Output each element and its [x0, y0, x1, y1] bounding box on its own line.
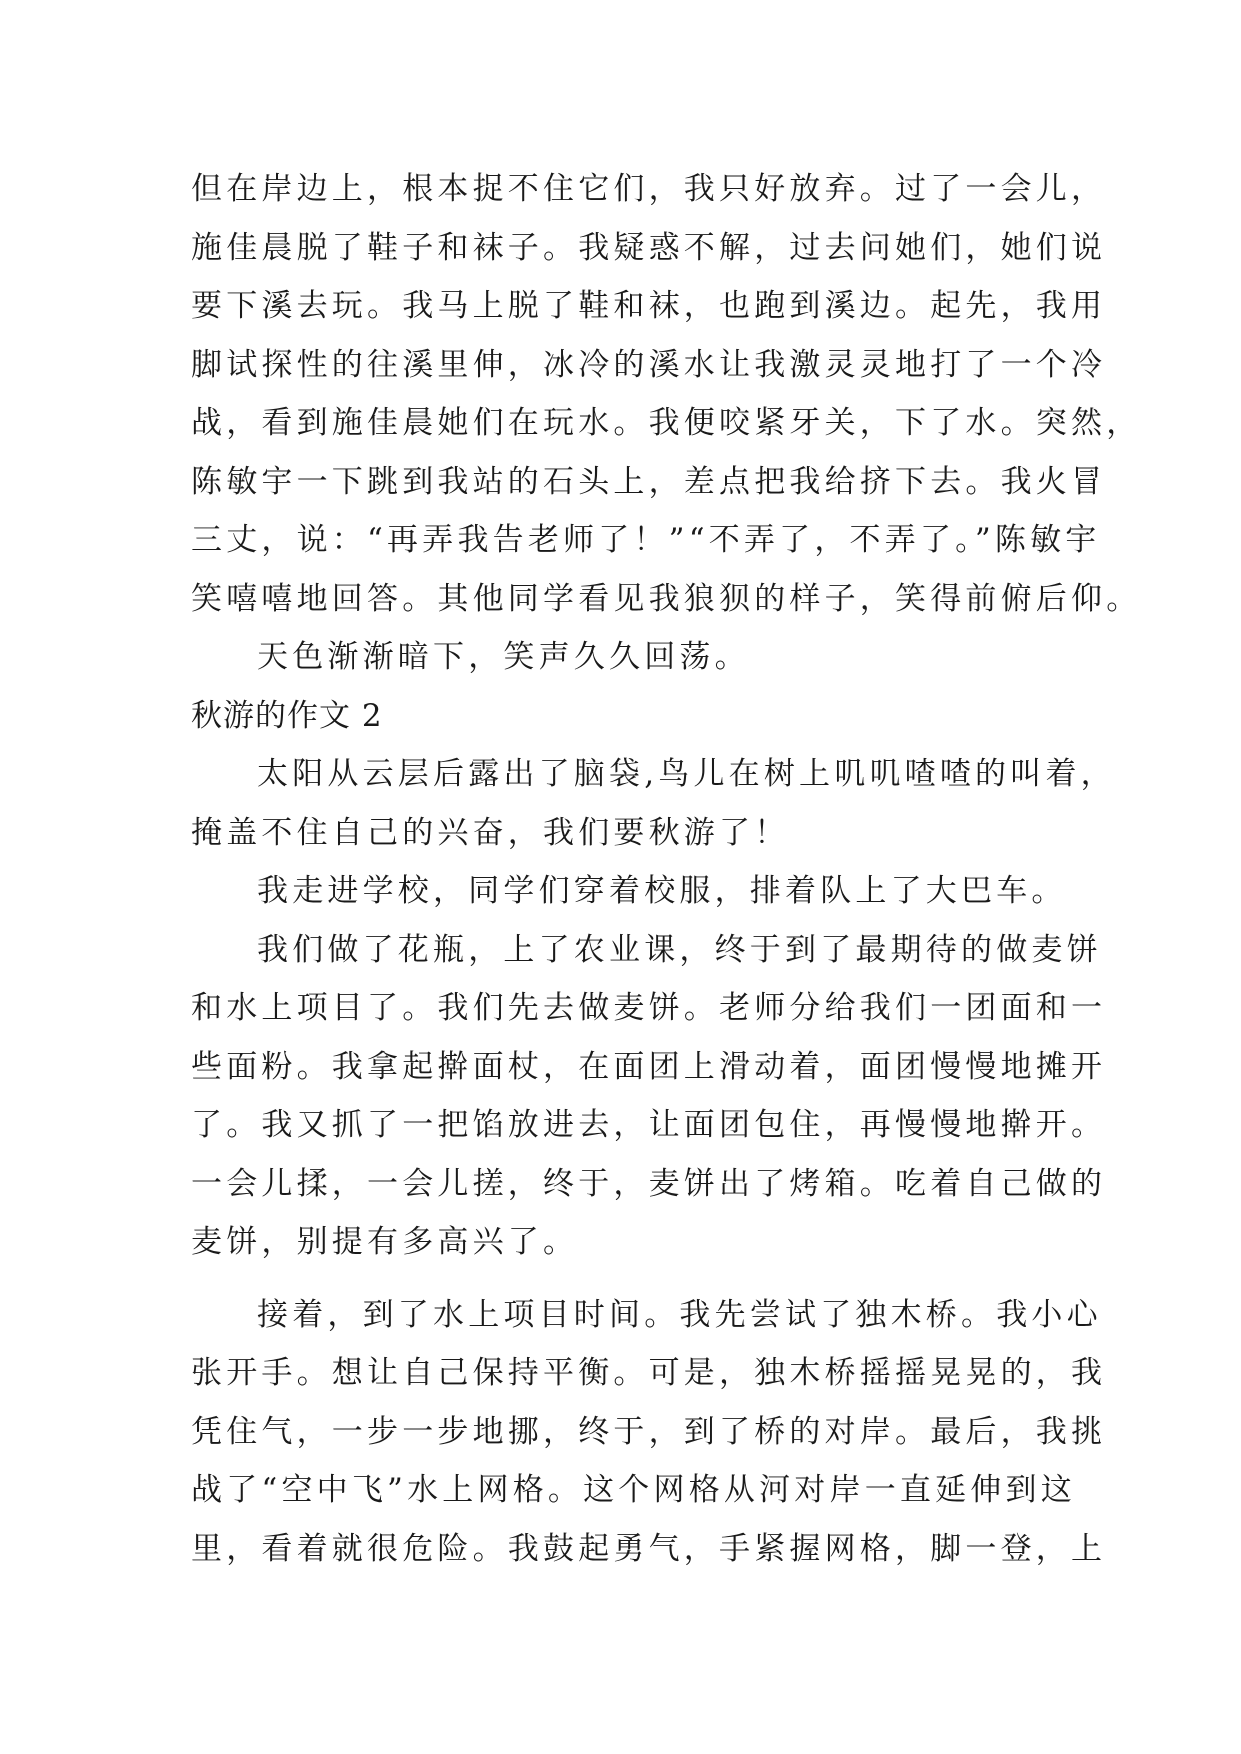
- paragraph-continued: [191, 160, 1142, 628]
- text-line: 掩盖不住自己的兴奋，我们要秋游了！: [191, 814, 790, 851]
- paragraph: [191, 921, 1107, 1272]
- text-line: 战，看到施佳晨她们在玩水。我便咬紧牙关，下了水。突然，: [191, 405, 1142, 441]
- text-line: 施佳晨脱了鞋子和袜子。我疑惑不解，过去问她们，她们说: [191, 229, 1107, 266]
- text-line: 陈敏宇一下跳到我站的石头上，差点把我给挤下去。我火冒: [191, 463, 1107, 500]
- text-line: 张开手。想让自己保持平衡。可是，独木桥摇摇晃晃的，我: [191, 1355, 1107, 1391]
- text-line: 笑嘻嘻地回答。其他同学看见我狼狈的样子，笑得前俯后仰。: [191, 580, 1142, 617]
- paragraph: [191, 862, 1067, 921]
- text-line: 接着，到了水上项目时间。我先尝试了独木桥。我小心: [257, 1296, 1102, 1333]
- text-line: 些面粉。我拿起擀面杖，在面团上滑动着，面团慢慢地摊开: [191, 1048, 1107, 1085]
- text-line: 我们做了花瓶，上了农业课，终于到了最期待的做麦饼: [257, 931, 1102, 968]
- text-line: 凭住气，一步一步地挪，终于，到了桥的对岸。最后，我挑: [191, 1413, 1107, 1450]
- paragraph-gap: [191, 1272, 1061, 1286]
- text-line: 我走进学校，同学们穿着校服，排着队上了大巴车。: [257, 873, 1067, 909]
- text-line: 和水上项目了。我们先去做麦饼。老师分给我们一团面和一: [191, 990, 1107, 1026]
- text-line: 一会儿揉，一会儿搓，终于，麦饼出了烤箱。吃着自己做的: [191, 1165, 1107, 1202]
- text-line: 战了“空中飞”水上网格。这个网格从河对岸一直延伸到这: [191, 1472, 1076, 1508]
- document-page: [191, 160, 1142, 1578]
- text-line: 麦饼，别提有多高兴了。: [191, 1224, 579, 1260]
- paragraph: [191, 745, 1116, 862]
- essay-title: 秋游的作文 2: [191, 697, 383, 734]
- text-line: 三丈，说：“再弄我告老师了！”“不弄了，不弄了。”陈敏宇: [191, 522, 1101, 558]
- text-line: 里，看着就很危险。我鼓起勇气，手紧握网格，脚一登，上: [191, 1530, 1107, 1567]
- text-line: 脚试探性的往溪里伸，冰冷的溪水让我激灵灵地打了一个冷: [191, 346, 1107, 383]
- text-line: 要下溪去玩。我马上脱了鞋和袜，也跑到溪边。起先，我用: [191, 288, 1107, 324]
- closing-line: 天色渐渐暗下，笑声久久回荡。: [257, 639, 750, 675]
- text-line: 了。我又抓了一把馅放进去，让面团包住，再慢慢地擀开。: [191, 1107, 1107, 1143]
- text-line: 太阳从云层后露出了脑袋,鸟儿在树上叽叽喳喳的叫着，: [257, 756, 1116, 792]
- text-line: 但在岸边上，根本捉不住它们，我只好放弃。过了一会儿，: [191, 171, 1107, 207]
- paragraph: [191, 1286, 1107, 1579]
